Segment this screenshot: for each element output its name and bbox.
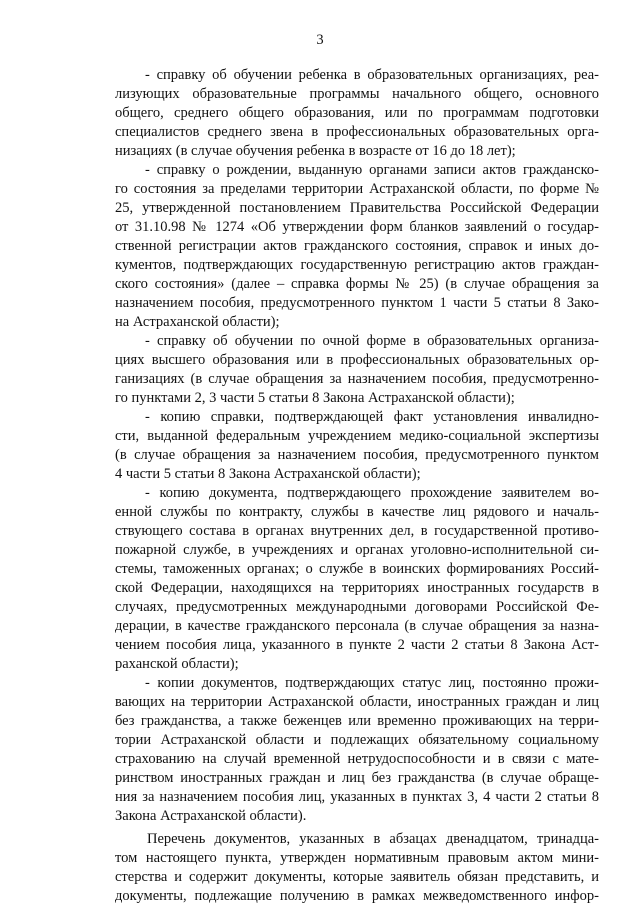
text-line: Перечень документов, указанных в абзацах двенадцатом, тринадца- [147,831,599,847]
text-line: без гражданства, а также беженцев или временно проживающих на терри- [115,713,599,729]
text-line: ской Федерации, находящихся на территориях иностранных государств в [115,580,599,596]
text-line: ственной регистрации актов гражданского состояния, справок и иных до- [115,238,599,254]
text-line: 25, утвержденной постановлением Правительства Российской Федерации [115,200,599,216]
text-line: ганизациях (в случае обращения за назначением пособия, предусмотренно- [115,371,599,387]
text-line: случаях, предусмотренных международными договорами Российской Фе- [115,599,599,615]
text-line: дерации, в качестве гражданского персонала (в случае обращения за назна- [115,618,599,634]
text-line: кументов, подтверждающих государственную регистрацию актов граждан- [115,257,599,273]
text-line: ствующего состава в органах внутренних дел, в государственной противо- [115,523,599,539]
text-line: - справку об обучении по очной форме в образовательных организа- [145,333,599,349]
text-line: - копию документа, подтверждающего прохождение заявителем во- [145,485,599,501]
text-line: - справку об обучении ребенка в образовательных организациях, реа- [145,67,599,83]
text-line: стерства и содержит документы, которые заявитель обязан представить, и [115,869,599,885]
text-line: чением пособия лица, указанного в пункте 2 части 2 статьи 8 Закона Аст- [115,637,599,653]
text-line: ского состояния» (далее – справка формы № 25) (в случае обращения за [115,276,599,292]
text-line: назначением пособия, предусмотренного пунктом 1 части 5 статьи 8 Зако- [115,295,599,311]
text-line: сти, выданной федеральным учреждением медико-социальной экспертизы [115,428,599,444]
text-line: (в случае обращения за назначением пособия, предусмотренного пунктом [115,447,599,463]
text-line: том настоящего пункта, утвержден нормативным правовым актом мини- [115,850,599,866]
text-line: циях высшего образования или в профессиональных образовательных ор- [115,352,599,368]
text-line: енной службы по контракту, службы в качестве лиц рядового и началь- [115,504,599,520]
text-line: го пунктами 2, 3 части 5 статьи 8 Закона Астраханской области); [115,390,515,406]
text-line: низациях (в случае обучения ребенка в возрасте от 16 до 18 лет); [115,143,516,159]
text-line: страхованию на случай временной нетрудоспособности и в связи с мате- [115,751,599,767]
text-line: 4 части 5 статьи 8 Закона Астраханской области); [115,466,421,482]
text-line: на Астраханской области); [115,314,280,330]
text-line: документы, подлежащие получению в рамках межведомственного инфор- [115,888,599,904]
text-line: ния за назначением пособия лиц, указанных в пунктах 3, 4 части 2 статьи 8 [115,789,599,805]
text-line: специалистов среднего звена в профессиональных образовательных орга- [115,124,599,140]
page-number: 3 [316,32,324,48]
text-line: от 31.10.98 № 1274 «Об утверждении форм бланков заявлений о государ- [115,219,599,235]
text-line: го состояния за пределами территории Астраханской области, по форме № [115,181,599,197]
document-body [115,66,599,906]
text-line: тории Астраханской области и подлежащих обязательному социальному [115,732,599,748]
text-line: лизующих образовательные программы начального общего, основного [115,86,599,102]
text-line: - копию справки, подтверждающей факт установления инвалидно- [145,409,599,425]
text-line: - справку о рождении, выданную органами записи актов гражданско- [145,162,599,178]
text-line: раханской области); [115,656,239,672]
text-line: стемы, таможенных органах; о службе в воинских формированиях Россий- [115,561,599,577]
text-line: пожарной службе, в учреждениях и органах уголовно-исполнительной си- [115,542,599,558]
text-line: ринством иностранных граждан и лиц без гражданства (в случае обраще- [115,770,599,786]
text-line: - копии документов, подтверждающих статус лиц, постоянно прожи- [145,675,599,691]
text-line: общего, среднего общего образования, или по программам подготовки [115,105,599,121]
text-line: вающих на территории Астраханской области, иностранных граждан и лиц [115,694,599,710]
text-line: Закона Астраханской области). [115,808,307,824]
